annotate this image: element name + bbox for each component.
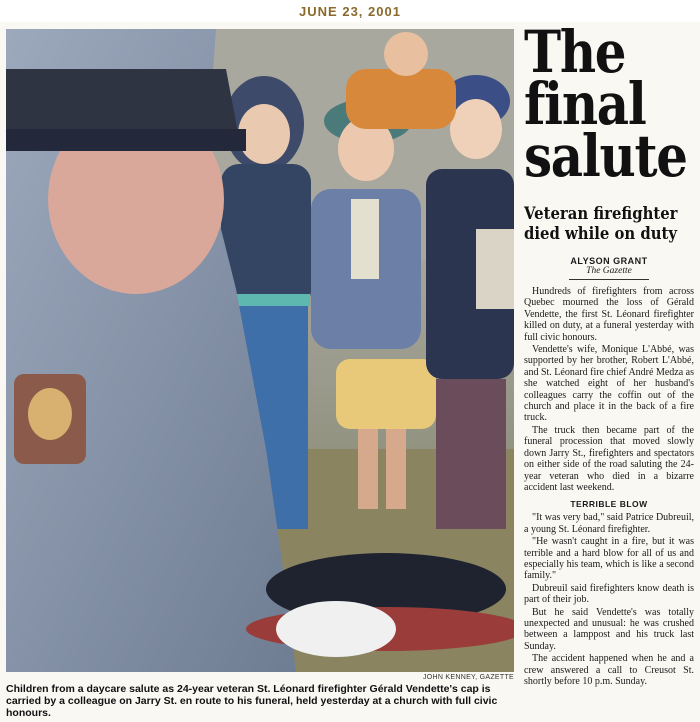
section-subhead: TERRIBLE BLOW bbox=[570, 499, 648, 510]
subheadline bbox=[524, 204, 677, 244]
byline-divider bbox=[569, 279, 649, 280]
article-body bbox=[524, 286, 694, 687]
headline-line-1: The bbox=[524, 18, 626, 86]
headline bbox=[524, 18, 687, 190]
publication-name: The Gazette bbox=[586, 266, 632, 276]
paragraph: The accident happened when he and a crew answered a call to Creusot St. shortly before 10 p.m. Sunday. bbox=[524, 653, 694, 687]
paragraph: "He wasn't caught in a fire, but it was terrible and a hard blow for all of us and especially his team, which is like a second family." bbox=[524, 536, 694, 582]
subheadline-line-1: Veteran firefighter bbox=[524, 204, 678, 223]
photo-credit: JOHN KENNEY, GAZETTE bbox=[422, 674, 514, 681]
paragraph: The truck then became part of the funeral procession that moved slowly down Jarry St., firefighters and spectators on either side of the road saluting the 24-year veteran who died in a bizarre accident last weekend. bbox=[524, 424, 694, 493]
paragraph: Hundreds of firefighters from across Quebec mourned the loss of Gérald Vendette, the first St. Léonard firefighter killed on duty, at a funeral yesterday with full civic honours. bbox=[524, 286, 694, 343]
photo-caption: Children from a daycare salute as 24-year veteran St. Léonard firefighter Gérald Vendette's cap is carried by a colleague on Jarry St. en route to his funeral, held yesterday at a church with full civic honours. bbox=[6, 683, 498, 719]
paragraph: Dubreuil said firefighters know death is part of their job. bbox=[524, 582, 694, 606]
news-photo bbox=[6, 29, 514, 672]
photo-illustration bbox=[6, 29, 514, 672]
author-name: ALYSON GRANT bbox=[570, 256, 648, 266]
byline bbox=[524, 256, 694, 280]
paragraph: But he said Vendette's was totally unexpected and unusual: he was crushed between a lamppost and his truck last Sunday. bbox=[524, 606, 694, 652]
paragraph: "It was very bad," said Patrice Dubreuil, a young St. Léonard firefighter. bbox=[524, 512, 694, 535]
article-column bbox=[524, 18, 694, 722]
subheadline-line-2: died while on duty bbox=[524, 224, 678, 243]
headline-line-3: salute bbox=[524, 122, 687, 190]
dateline: JUNE 23, 2001 bbox=[299, 4, 401, 19]
newspaper-page bbox=[0, 18, 700, 722]
headline-line-2: final bbox=[524, 70, 646, 138]
paragraph: Vendette's wife, Monique L'Abbé, was supported by her brother, Robert L'Abbé, and St. Léonard fire chief André Medza as she watched eight of her husband's colleagues carry the coffin out of the church and place it in the back of a fire truck. bbox=[524, 344, 694, 424]
